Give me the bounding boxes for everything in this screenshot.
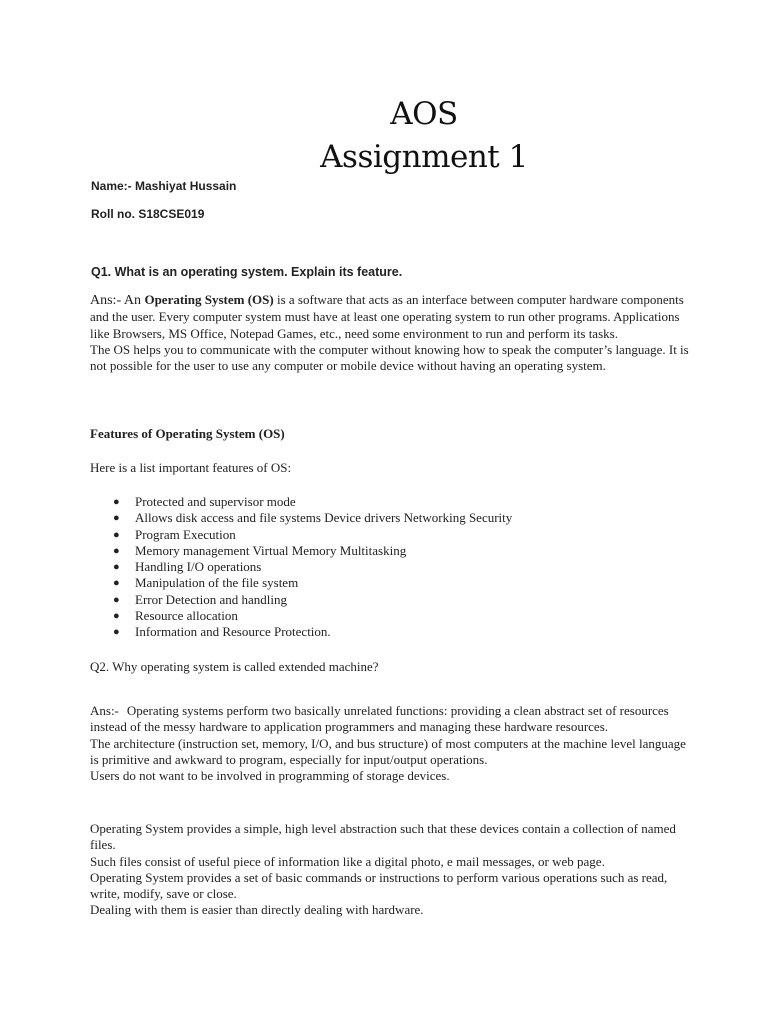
list-item — [113, 575, 512, 591]
list-item-text: Protected and supervisor mode — [135, 494, 296, 509]
answer-2-paragraph-5: Such files consist of useful piece of information like a digital photo, e mail messages, or web page. — [90, 853, 605, 869]
list-item-text: Error Detection and handling — [135, 591, 287, 607]
answer-2-paragraph-1 — [90, 703, 690, 736]
list-item — [113, 494, 512, 510]
list-item — [113, 510, 512, 526]
list-item — [113, 527, 512, 543]
list-item — [113, 592, 512, 608]
bullet-icon: ● — [113, 577, 120, 590]
list-item-text: Memory management Virtual Memory Multitasking — [135, 542, 407, 558]
answer-2-paragraph-2: The architecture (instruction set, memory, I/O, and bus structure) of most computers at the machine level language is primitive and awkward to program, especially for input/output operations. — [90, 735, 686, 767]
answer-2-paragraph-4: Operating System provides a simple, high level abstraction such that these devices contain a collection of named files. — [90, 821, 676, 853]
list-item — [113, 624, 512, 640]
answer-1-lead: Ans:- An — [90, 293, 145, 308]
answer-1-paragraph-2: The OS helps you to communicate with the computer without knowing how to speak the computer’s language. It is not possible for the user to use any computer or mobile device without having an operating system. — [90, 341, 689, 374]
question-2: Q2. Why operating system is called extended machine? — [90, 659, 379, 674]
features-heading: Features of Operating System (OS) — [90, 426, 285, 441]
list-item-text: Program Execution — [135, 526, 236, 542]
list-item — [113, 559, 512, 575]
bullet-icon: ● — [113, 610, 120, 623]
answer-1 — [90, 292, 690, 374]
list-item-text: Handling I/O operations — [135, 559, 262, 575]
bullet-icon: ● — [113, 561, 120, 574]
features-intro: Here is a list important features of OS: — [90, 460, 292, 475]
answer-1-text: is a software that acts as an interface between computer hardware components and the user. Every computer system must have at least one operating system to run other programs. Applications like Browsers, MS Office, Notepad Games, etc., need some environment to run and perform its tasks. — [90, 292, 684, 341]
bullet-icon: ● — [113, 528, 120, 541]
document-subtitle: Assignment 1 — [320, 139, 528, 175]
document-title: AOS — [390, 96, 458, 132]
features-list — [113, 494, 512, 641]
answer-2-paragraph-3: Users do not want to be involved in programming of storage devices. — [90, 768, 450, 784]
answer-2-text: Operating systems perform two basically unrelated functions: providing a clean abstract set of resources instead of the messy hardware to application programmers and managing these hardware resources. — [90, 703, 669, 735]
bullet-icon: ● — [113, 626, 120, 639]
bullet-icon: ● — [113, 593, 120, 606]
bullet-icon: ● — [113, 496, 120, 508]
list-item-text: Resource allocation — [135, 608, 238, 624]
roll-number: Roll no. S18CSE019 — [91, 207, 205, 221]
question-1: Q1. What is an operating system. Explain its feature. — [91, 265, 403, 279]
bullet-icon: ● — [113, 544, 120, 557]
list-item — [113, 543, 512, 559]
answer-2-lead: Ans:- — [90, 703, 119, 718]
answer-2 — [90, 703, 690, 784]
bullet-icon: ● — [113, 512, 120, 525]
student-name: Name:- Mashiyat Hussain — [91, 179, 237, 193]
answer-2-paragraph-7: Dealing with them is easier than directly dealing with hardware. — [90, 902, 424, 918]
list-item-text: Manipulation of the file system — [135, 575, 299, 591]
answer-1-term: Operating System (OS) — [144, 292, 274, 307]
answer-1-paragraph-1 — [90, 292, 690, 342]
list-item — [113, 608, 512, 624]
list-item-text: Allows disk access and file systems Device drivers Networking Security — [135, 510, 513, 526]
answer-2-continued — [90, 821, 690, 919]
list-item-text: Information and Resource Protection. — [135, 624, 331, 640]
answer-2-paragraph-6: Operating System provides a set of basic commands or instructions to perform various operations such as read, write, modify, save or close. — [90, 869, 668, 902]
